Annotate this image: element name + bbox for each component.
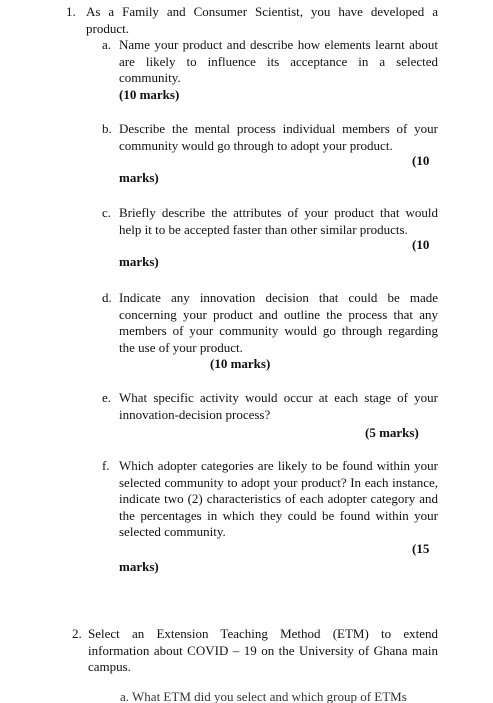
item-marks: (10 marks)	[210, 356, 271, 371]
item-label: e.	[102, 390, 112, 405]
item-label: b.	[102, 121, 112, 136]
item-text: Which adopter categories are likely to be found within your selected community to adopt your product? In each instance, indicate two (2) characteristics of each adopter category and the percentages in which they could be found within your selected community.	[119, 458, 438, 539]
question-number: 1.	[66, 4, 76, 19]
item-marks: (10	[412, 237, 430, 252]
item-label: d.	[102, 290, 112, 305]
item-marks: (5 marks)	[365, 425, 419, 440]
question-number: 2.	[72, 626, 82, 641]
item-marks: (10	[412, 153, 430, 168]
item-text: Indicate any innovation decision that could be made concerning your product and outline the process that any members of your community would go through regarding the use of your product.	[119, 290, 438, 355]
item-text: Name your product and describe how elements learnt about are likely to influence its acceptance in a selected community.	[119, 37, 438, 85]
item-label: c.	[102, 205, 112, 220]
item-text: Briefly describe the attributes of your product that would help it to be accepted faster than other similar products.	[119, 205, 438, 237]
item-label: a.	[102, 37, 112, 52]
item-label: f.	[102, 458, 110, 473]
item-marks: marks)	[119, 559, 159, 574]
question-intro: As a Family and Consumer Scientist, you have developed a product.	[86, 4, 438, 36]
partial-next-item: a. What ETM did you select and which group of ETMs	[120, 689, 407, 703]
item-marks: (15	[412, 541, 430, 556]
item-text: What specific activity would occur at each stage of your innovation-decision process?	[119, 390, 438, 422]
question-text: Select an Extension Teaching Method (ETM) to extend information about COVID – 19 on the University of Ghana main campus.	[88, 626, 438, 674]
item-marks: (10 marks)	[119, 87, 180, 102]
item-marks: marks)	[119, 254, 159, 269]
item-text: Describe the mental process individual members of your community would go through to adopt your product.	[119, 121, 438, 153]
item-marks: marks)	[119, 170, 159, 185]
